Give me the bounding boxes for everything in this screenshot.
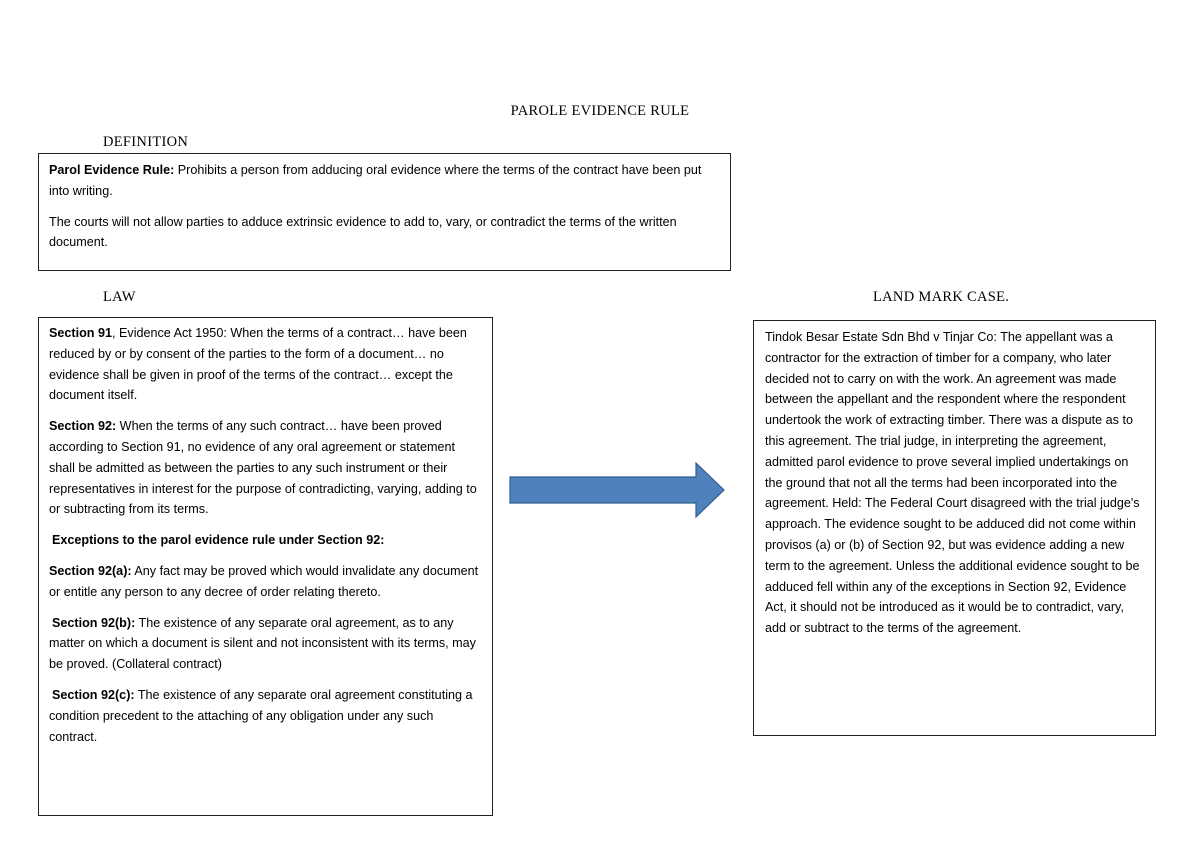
- exceptions-heading: [49, 530, 484, 551]
- section-92c-label: Section 92(c):: [52, 687, 135, 702]
- section-92c-text: The existence of any separate oral agreement constituting a condition precedent to the attaching of any obligation under any such contract.: [49, 687, 473, 744]
- section-92b: [49, 613, 484, 675]
- landmark-case-heading: LAND MARK CASE.: [873, 289, 1010, 305]
- page-title: PAROLE EVIDENCE RULE: [510, 103, 690, 119]
- section-92a-label: Section 92(a):: [49, 563, 132, 578]
- definition-box: [38, 153, 731, 271]
- law-heading: LAW: [103, 289, 136, 305]
- section-92: [49, 416, 484, 520]
- case-name: Tindok Besar Estate Sdn Bhd v Tinjar Co:: [765, 330, 997, 344]
- arrow-shape: [510, 463, 724, 517]
- definition-text: Prohibits a person from adducing oral evidence where the terms of the contract have been put into writing.: [49, 163, 702, 198]
- definition-term: Parol Evidence Rule:: [49, 163, 175, 177]
- case-paragraph: [765, 327, 1147, 639]
- definition-paragraph-2: The courts will not allow parties to adduce extrinsic evidence to add to, vary, or contradict the terms of the written document.: [49, 214, 677, 250]
- section-92b-label: Section 92(b):: [52, 615, 136, 630]
- section-92a-text: Any fact may be proved which would invalidate any document or entitle any person to any decree of order relating thereto.: [49, 563, 479, 599]
- landmark-case-box: [753, 320, 1156, 736]
- section-91: [49, 323, 484, 406]
- section-91-text: , Evidence Act 1950: When the terms of a contract… have been reduced by or by consent of the parties to the form of a document… no evidence shall be given in proof of the terms of the contract… except the document itself.: [49, 326, 467, 403]
- definition-paragraph: [49, 160, 720, 202]
- section-91-label: Section 91: [49, 326, 112, 340]
- definition-heading: DEFINITION: [103, 134, 189, 150]
- section-92c: [49, 685, 484, 747]
- section-92a: [49, 561, 484, 603]
- section-92b-text: The existence of any separate oral agreement, as to any matter on which a document is silent and not inconsistent with its terms, may be proved. (Collateral contract): [49, 615, 476, 672]
- section-92-label: Section 92:: [49, 419, 117, 434]
- section-92-text: When the terms of any such contract… have been proved according to Section 91, no evidence of any oral agreement or statement shall be admitted as between the parties to any such instrument or their representatives in interest for the purpose of contradicting, varying, adding to or subtracting from its terms.: [49, 419, 477, 517]
- case-text: The appellant was a contractor for the extraction of timber for a company, who later decided not to carry on with the work. An agreement was made between the appellant and the respondent where the respondent undertook the work of extracting timber. There was a dispute as to this agreement. The trial judge, in interpreting the agreement, admitted parol evidence to prove several implied undertakings on the ground that not all the terms had been incorporated into the agreement. Held: The Federal Court disagreed with the trial judge's approach. The evidence sought to be adduced did not come within provisos (a) or (b) of Section 92, but was evidence adding a new term to the agreement. Unless the additional evidence sought to be adduced fell within any of the exceptions in Section 92, Evidence Act, it should not be introduced as it would be to contradict, vary, add or subtract to the terms of the agreement.: [765, 330, 1140, 636]
- law-box: [38, 317, 493, 816]
- right-arrow-icon: [508, 460, 726, 520]
- exceptions-heading-text: Exceptions to the parol evidence rule under Section 92:: [52, 533, 385, 548]
